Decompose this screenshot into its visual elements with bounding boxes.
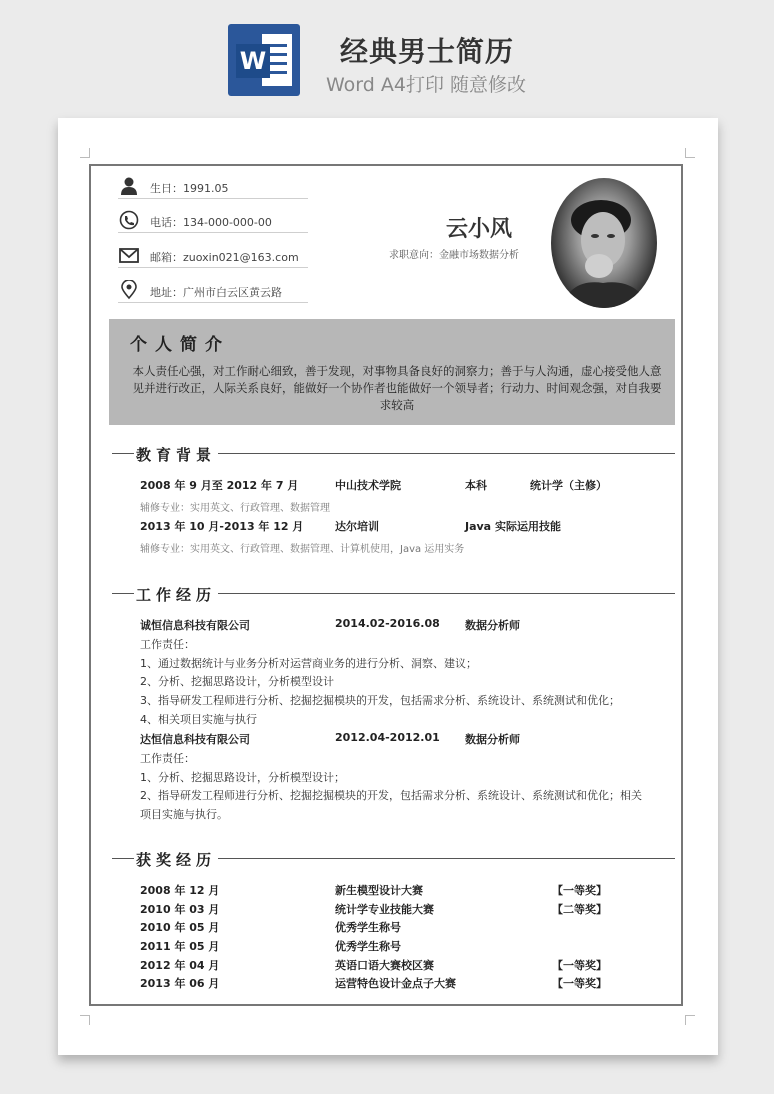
work-line: 1、通过数据统计与业务分析对运营商业务的进行分析、洞察、建议； [140,657,477,670]
work-company: 诚恒信息科技有限公司 [140,619,250,632]
location-pin-icon [118,280,140,300]
job-intent: 求职意向：金融市场数据分析 [389,250,519,261]
work-line: 4、相关项目实施与执行 [140,713,257,726]
award-name: 新生模型设计大赛 [335,884,423,897]
candidate-name: 云小风 [446,217,513,242]
phone-text: 电话：134-000-000-00 [150,216,272,229]
birthday-text: 生日：1991.05 [150,182,229,195]
profile-text: 本人责任心强，对工作耐心细致，善于发现，对事物具备良好的洞察力；善于与人沟通，虚心接受他人意见并进行改正，人际关系良好，能做好一个协作者也能做好一个领导者；行动力、时间观念强，对自我要求较高 [132,364,662,412]
work-company: 达恒信息科技有限公司 [140,733,250,746]
work-line: 2、分析、挖掘思路设计，分析模型设计 [140,675,334,688]
edu-period: 2013 年 10 月-2013 年 12 月 [140,520,304,533]
word-logo-letter: W [236,44,270,78]
work-line: 项目实施与执行。 [140,808,228,821]
award-date: 2010 年 05 月 [140,921,220,934]
edu-school: 中山技术学院 [335,479,401,492]
person-icon [118,176,140,196]
edu-note: 辅修专业：实用英文、行政管理、数据管理 [140,503,330,514]
crop-mark [80,148,90,158]
award-name: 运营特色设计金点子大赛 [335,977,456,990]
contact-phone [118,208,308,233]
profile-title: 个人简介 [130,335,230,355]
address-text: 地址：广州市白云区黄云路 [150,286,282,299]
edu-degree: 本科 [465,479,487,492]
contact-address [118,278,308,303]
award-date: 2013 年 06 月 [140,977,220,990]
award-date: 2011 年 05 月 [140,940,220,953]
award-name: 统计学专业技能大赛 [335,903,434,916]
award-level: 【一等奖】 [552,977,607,990]
page-title: 经典男士简历 [340,35,515,68]
award-name: 优秀学生称号 [335,940,401,953]
work-line: 1、分析、挖掘思路设计，分析模型设计； [140,771,345,784]
edu-degree: Java 实际运用技能 [465,520,561,533]
crop-mark [685,148,695,158]
work-line: 工作责任： [140,638,195,651]
envelope-icon [118,245,140,265]
work-title: 工作经历 [136,586,217,604]
award-level: 【一等奖】 [552,959,607,972]
crop-mark [80,1015,90,1025]
edu-school: 达尔培训 [335,520,379,533]
edu-note: 辅修专业：实用英文、行政管理、数据管理、计算机使用，Java 运用实务 [140,544,465,555]
email-text: 邮箱：zuoxin021@163.com [150,251,299,264]
work-line: 工作责任： [140,752,195,765]
work-line: 3、指导研发工程师进行分析、挖掘挖掘模块的开发，包括需求分析、系统设计、系统测试和优化； [140,694,620,707]
crop-mark [685,1015,695,1025]
profile-photo [551,178,657,308]
award-name: 英语口语大赛校区赛 [335,959,434,972]
work-line: 2、指导研发工程师进行分析、挖掘挖掘模块的开发，包括需求分析、系统设计、系统测试和优化；相关 [140,789,642,802]
phone-icon [118,210,140,230]
award-date: 2012 年 04 月 [140,959,220,972]
edu-period: 2008 年 9 月至 2012 年 7 月 [140,479,299,492]
award-level: 【一等奖】 [552,884,607,897]
award-level: 【二等奖】 [552,903,607,916]
edu-major: 统计学（主修） [530,479,607,492]
page-subtitle: Word A4打印 随意修改 [326,74,527,96]
word-logo-icon [228,24,300,96]
award-name: 优秀学生称号 [335,921,401,934]
work-role: 数据分析师 [465,619,520,632]
work-period: 2014.02-2016.08 [335,617,440,630]
education-title: 教育背景 [136,446,217,464]
awards-title: 获奖经历 [136,851,217,869]
contact-email [118,243,308,268]
award-date: 2008 年 12 月 [140,884,220,897]
work-role: 数据分析师 [465,733,520,746]
work-period: 2012.04-2012.01 [335,731,440,744]
award-date: 2010 年 03 月 [140,903,220,916]
contact-birthday [118,174,308,199]
